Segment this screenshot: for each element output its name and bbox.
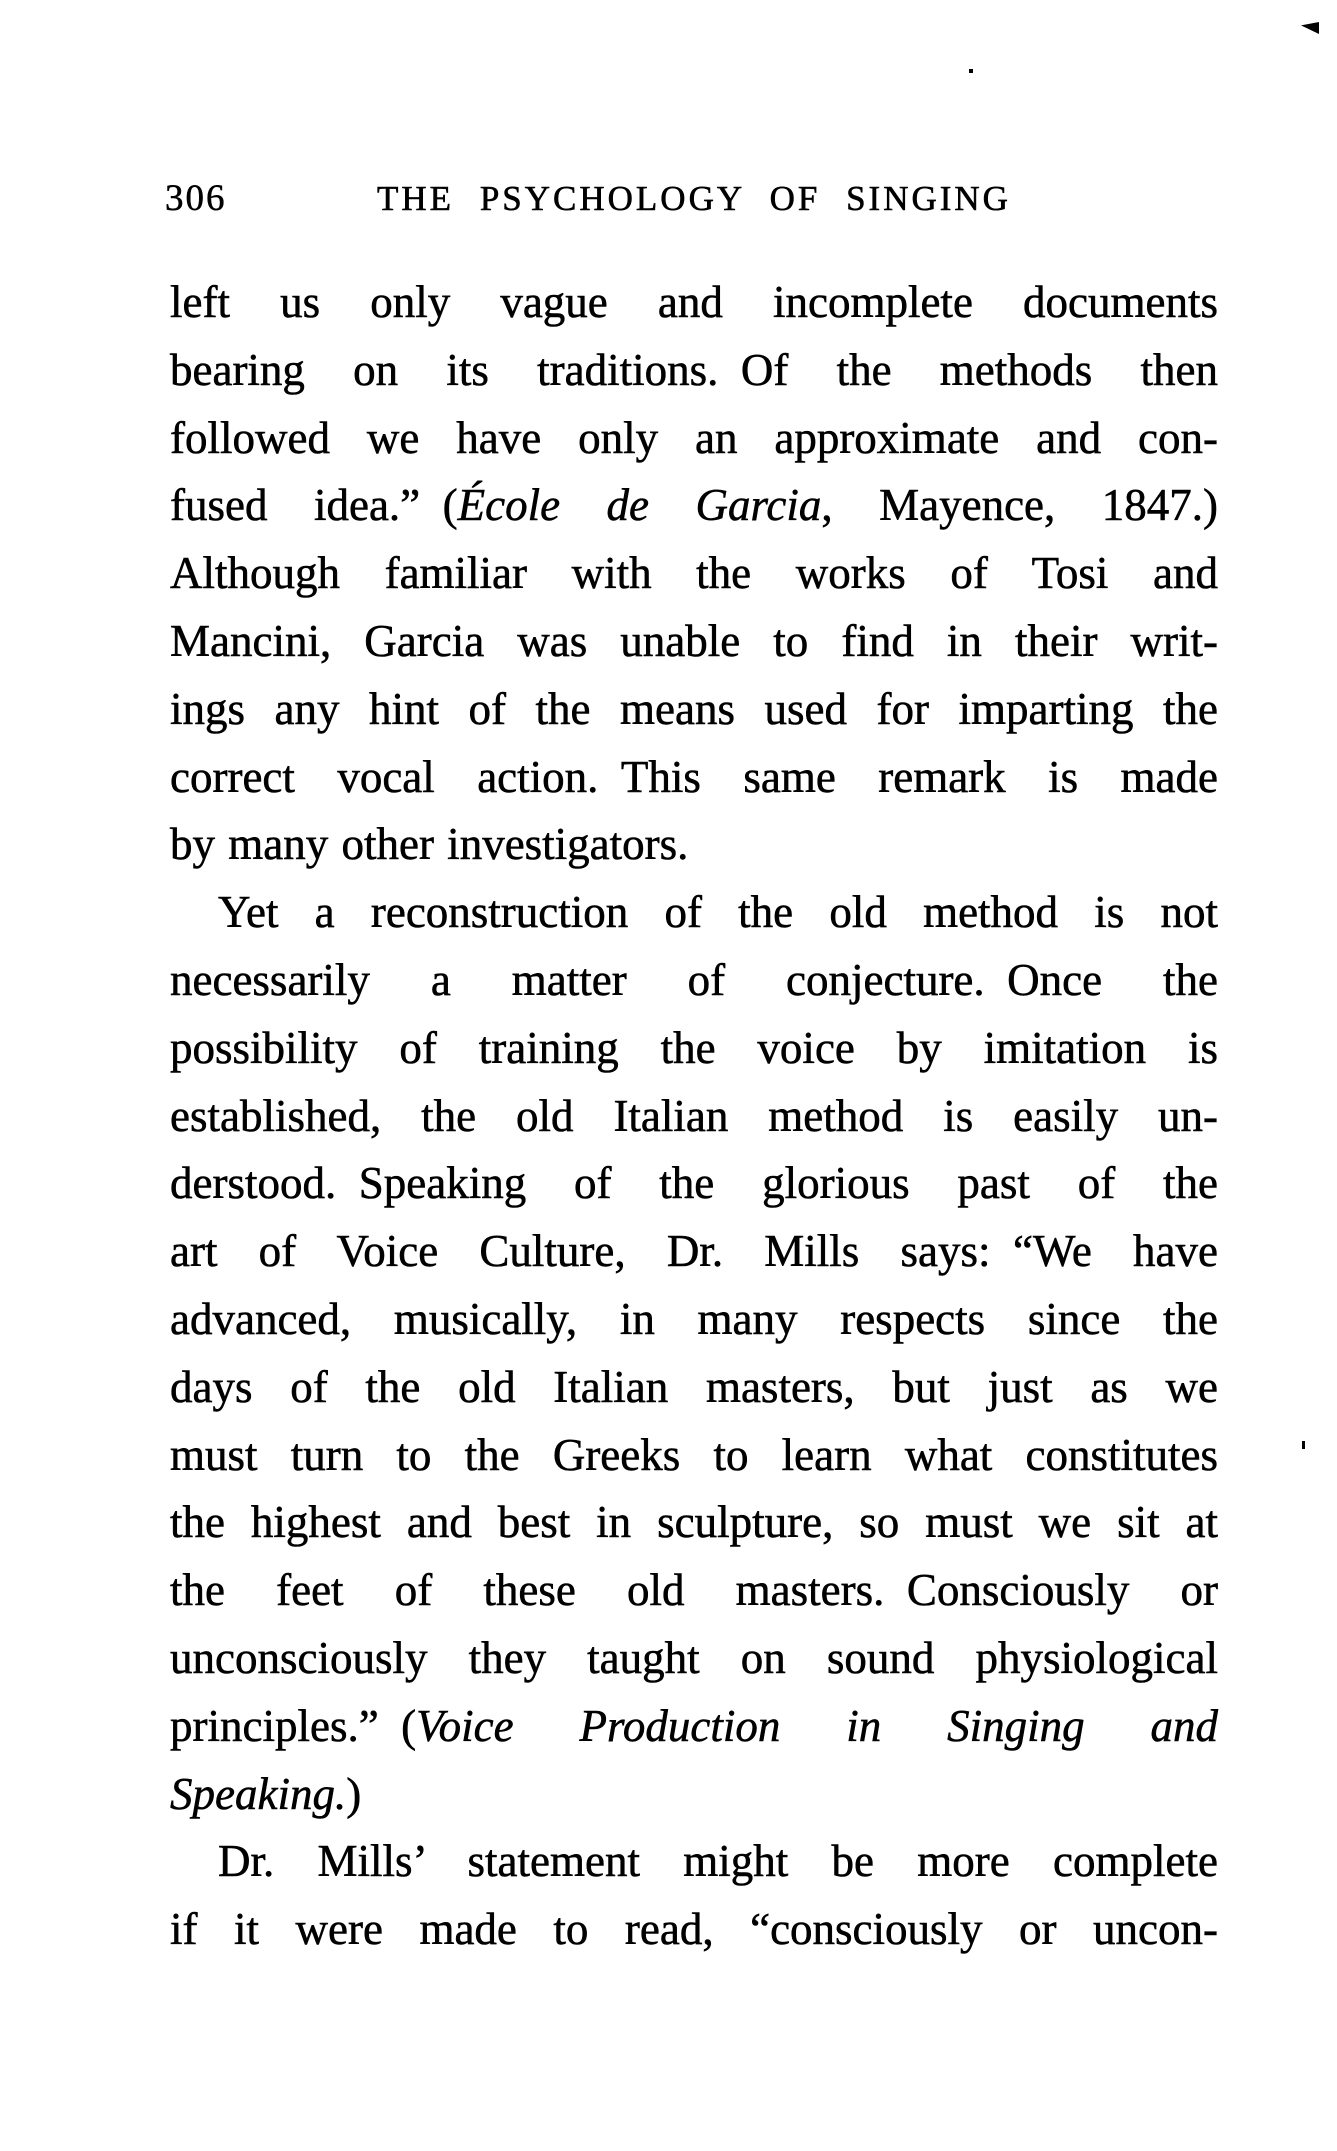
text-line xyxy=(170,472,1218,540)
text-line xyxy=(170,676,1218,744)
page-number: 306 xyxy=(165,178,227,219)
text-segment: Mancini, Garcia was unable to find in their writ- xyxy=(170,615,1218,666)
text-segment: advanced, musically, in many respects since the xyxy=(170,1293,1218,1344)
text-segment: the feet of these old masters. Consciously or xyxy=(170,1565,1218,1616)
running-header-title: THE PSYCHOLOGY OF SINGING xyxy=(377,179,1011,218)
scan-artifact-speck xyxy=(1302,1441,1305,1449)
text-segment: possibility of training the voice by imitation is xyxy=(170,1022,1218,1073)
text-segment: correct vocal action. This same remark is made xyxy=(170,751,1218,802)
text-segment: unconsciously they taught on sound physiological xyxy=(170,1632,1218,1683)
text-segment: Dr. Mills’ statement might be more complete xyxy=(218,1836,1218,1887)
text-segment: must turn to the Greeks to learn what constitutes xyxy=(170,1429,1218,1480)
text-line xyxy=(170,269,1218,337)
italic-text-segment: Voice Production in Singing and xyxy=(416,1700,1218,1751)
text-line xyxy=(170,337,1218,405)
text-segment: derstood. Speaking of the glorious past of the xyxy=(170,1158,1218,1209)
body-text xyxy=(170,269,1218,1964)
text-segment: , Mayence, 1847.) xyxy=(821,480,1218,531)
text-line xyxy=(170,1286,1218,1354)
text-line xyxy=(170,1557,1218,1625)
text-line xyxy=(170,1150,1218,1218)
text-segment: ings any hint of the means used for imparting the xyxy=(170,683,1218,734)
text-line xyxy=(170,1625,1218,1693)
text-segment: followed we have only an approximate and con- xyxy=(170,412,1218,463)
text-line xyxy=(170,947,1218,1015)
text-line xyxy=(170,1218,1218,1286)
text-segment: bearing on its traditions. Of the methods then xyxy=(170,344,1218,395)
text-segment: principles.” ( xyxy=(170,1700,417,1751)
text-segment: established, the old Italian method is easily un- xyxy=(170,1090,1218,1141)
text-segment: if it were made to read, “consciously or uncon- xyxy=(170,1904,1218,1955)
text-line xyxy=(170,1083,1218,1151)
text-line xyxy=(170,1693,1218,1761)
text-line xyxy=(170,744,1218,812)
text-line xyxy=(170,1015,1218,1083)
text-segment: days of the old Italian masters, but just as we xyxy=(170,1361,1218,1412)
text-segment: Yet a reconstruction of the old method is not xyxy=(218,887,1218,938)
text-line xyxy=(170,811,1218,879)
text-line xyxy=(170,1489,1218,1557)
text-line xyxy=(170,1354,1218,1422)
italic-text-segment: École de Garcia xyxy=(457,480,822,531)
text-line xyxy=(170,608,1218,676)
text-line xyxy=(170,1896,1218,1964)
running-header xyxy=(165,177,1218,221)
text-line xyxy=(170,540,1218,608)
text-line xyxy=(170,405,1218,473)
text-segment: necessarily a matter of conjecture. Once the xyxy=(170,954,1218,1005)
text-segment: ) xyxy=(346,1768,362,1819)
text-segment: Although familiar with the works of Tosi and xyxy=(170,548,1218,599)
text-segment: fused idea.” ( xyxy=(170,480,458,531)
text-segment: left us only vague and incomplete documents xyxy=(170,277,1218,327)
scan-artifact-corner-mark xyxy=(1301,22,1319,34)
text-segment: the highest and best in sculpture, so must we sit at xyxy=(170,1497,1218,1548)
text-line xyxy=(170,879,1218,947)
text-segment: art of Voice Culture, Dr. Mills says: “We have xyxy=(170,1226,1218,1277)
text-line xyxy=(170,1422,1218,1490)
text-line xyxy=(170,1828,1218,1896)
scan-artifact-speck xyxy=(969,69,973,73)
text-line xyxy=(170,1761,1218,1829)
text-segment: by many other investigators. xyxy=(170,819,689,870)
italic-text-segment: Speaking. xyxy=(170,1768,347,1819)
